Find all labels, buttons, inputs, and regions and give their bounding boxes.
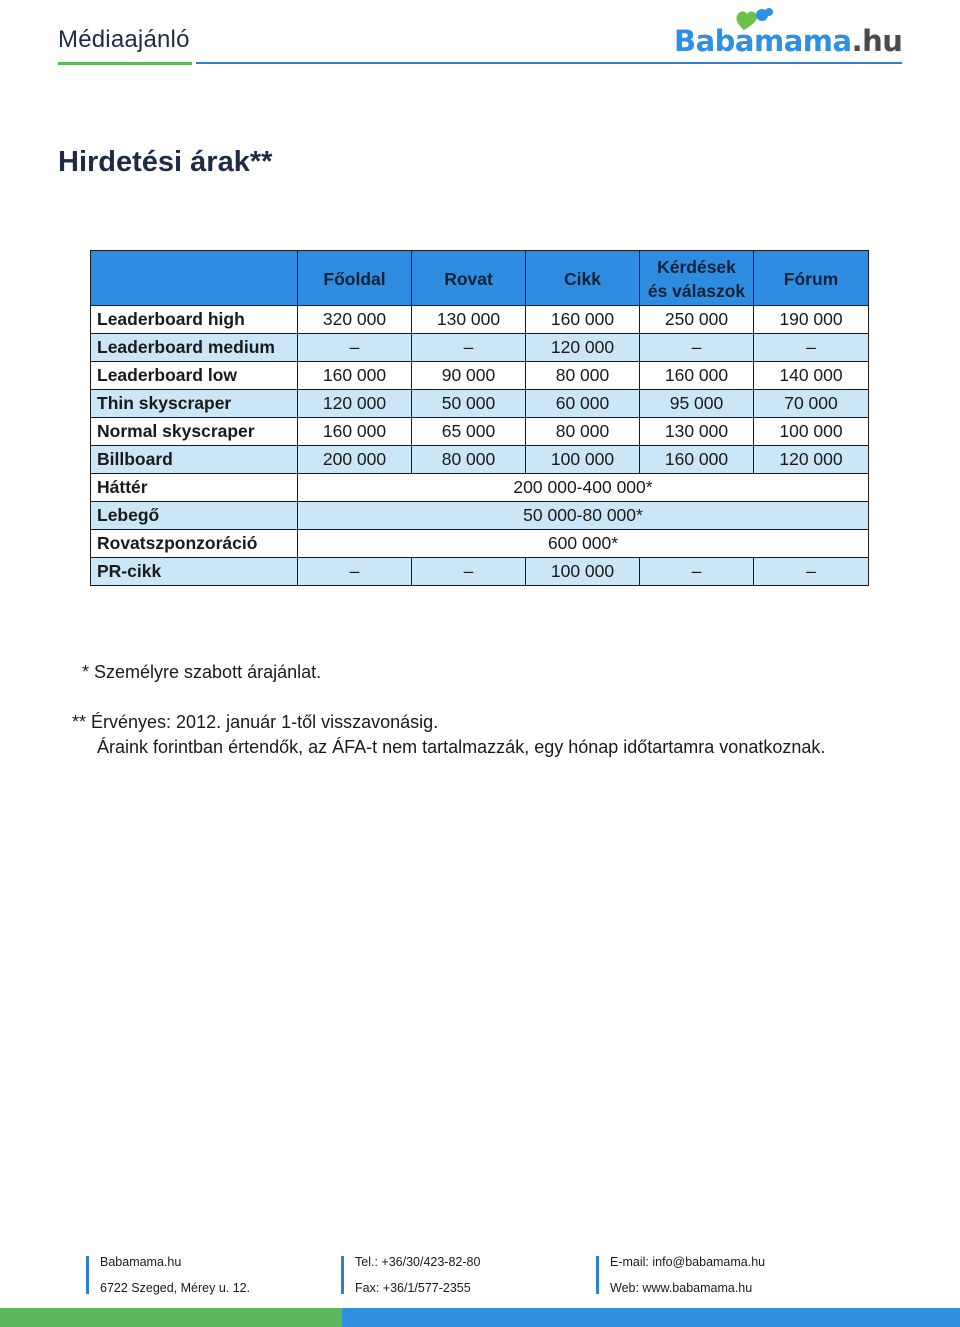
footer-divider xyxy=(341,1256,344,1294)
row-label: Háttér xyxy=(91,474,298,502)
table-cell: – xyxy=(640,558,754,586)
header-kerdesek xyxy=(640,251,754,306)
table-cell: – xyxy=(298,558,412,586)
row-label: Thin skyscraper xyxy=(91,390,298,418)
table-cell: 190 000 xyxy=(754,306,869,334)
table-cell: – xyxy=(754,558,869,586)
table-row xyxy=(91,530,869,558)
footer-street: 6722 Szeged, Mérey u. 12. xyxy=(100,1281,251,1295)
table-row xyxy=(91,334,869,362)
table-cell: – xyxy=(412,558,526,586)
table-cell: 100 000 xyxy=(526,558,640,586)
table-cell: – xyxy=(640,334,754,362)
table-cell: 95 000 xyxy=(640,390,754,418)
table-cell: 120 000 xyxy=(754,446,869,474)
table-cell: 100 000 xyxy=(754,418,869,446)
table-cell: 160 000 xyxy=(298,418,412,446)
table-cell: 130 000 xyxy=(640,418,754,446)
header-divider-blue xyxy=(196,62,902,64)
table-cell: 160 000 xyxy=(640,362,754,390)
table-row xyxy=(91,306,869,334)
footer-contact xyxy=(596,1253,856,1293)
table-cell: 80 000 xyxy=(526,418,640,446)
table-cell: 160 000 xyxy=(640,446,754,474)
table-row xyxy=(91,558,869,586)
table-cell: – xyxy=(412,334,526,362)
table-cell: 250 000 xyxy=(640,306,754,334)
table-row xyxy=(91,446,869,474)
footer-address xyxy=(86,1253,326,1293)
row-label: Lebegő xyxy=(91,502,298,530)
logo-wordmark-tld: .hu xyxy=(851,24,903,58)
header-kerdesek-line2: és válaszok xyxy=(647,281,746,301)
row-label: Leaderboard high xyxy=(91,306,298,334)
babamama-logo xyxy=(672,4,904,60)
table-row xyxy=(91,474,869,502)
footer-divider xyxy=(596,1256,599,1294)
table-cell: 90 000 xyxy=(412,362,526,390)
footer-tel: Tel.: +36/30/423-82-80 xyxy=(355,1255,481,1269)
row-label: Rovatszponzoráció xyxy=(91,530,298,558)
table-header-row xyxy=(91,251,869,306)
page-heading: Hirdetési árak** xyxy=(58,146,273,178)
footer-fax: Fax: +36/1/577-2355 xyxy=(355,1281,471,1295)
footnote-validity: ** Érvényes: 2012. január 1-től visszavonásig. xyxy=(72,712,439,732)
price-table xyxy=(90,250,869,586)
table-row xyxy=(91,502,869,530)
row-label: Leaderboard low xyxy=(91,362,298,390)
row-label: Leaderboard medium xyxy=(91,334,298,362)
header-forum: Fórum xyxy=(754,251,869,306)
table-cell: 140 000 xyxy=(754,362,869,390)
table-cell: – xyxy=(298,334,412,362)
footer-divider xyxy=(86,1256,89,1294)
row-label: Billboard xyxy=(91,446,298,474)
header-foldal: Főoldal xyxy=(298,251,412,306)
table-cell: 130 000 xyxy=(412,306,526,334)
row-label: PR-cikk xyxy=(91,558,298,586)
footer-web: Web: www.babamama.hu xyxy=(610,1281,753,1295)
table-cell: 160 000 xyxy=(298,362,412,390)
table-cell: 60 000 xyxy=(526,390,640,418)
header-rovat: Rovat xyxy=(412,251,526,306)
table-cell: 320 000 xyxy=(298,306,412,334)
footer-phone xyxy=(341,1253,581,1293)
logo-wordmark-main: Babamama xyxy=(674,24,852,58)
table-cell: – xyxy=(754,334,869,362)
header-cikk: Cikk xyxy=(526,251,640,306)
table-cell: 70 000 xyxy=(754,390,869,418)
table-span-cell: 50 000-80 000* xyxy=(298,502,869,530)
table-span-cell: 200 000-400 000* xyxy=(298,474,869,502)
header-kerdesek-line1: Kérdések xyxy=(657,257,736,277)
bottom-bar-green xyxy=(0,1308,342,1327)
table-cell: 80 000 xyxy=(412,446,526,474)
table-cell: 120 000 xyxy=(526,334,640,362)
row-label: Normal skyscraper xyxy=(91,418,298,446)
document-title: Médiaajánló xyxy=(58,26,190,53)
bottom-bar-blue xyxy=(342,1308,960,1327)
table-cell: 200 000 xyxy=(298,446,412,474)
logo-wordmark xyxy=(674,24,902,58)
table-span-cell: 600 000* xyxy=(298,530,869,558)
header-divider-green xyxy=(58,62,192,65)
header-cell-empty xyxy=(91,251,298,306)
table-cell: 100 000 xyxy=(526,446,640,474)
table-row xyxy=(91,362,869,390)
table-cell: 65 000 xyxy=(412,418,526,446)
footnote-price-terms: Áraink forintban értendők, az ÁFA-t nem tartalmazzák, egy hónap időtartamra vonatkoznak. xyxy=(97,737,826,757)
table-cell: 160 000 xyxy=(526,306,640,334)
table-row xyxy=(91,418,869,446)
table-cell: 120 000 xyxy=(298,390,412,418)
footer-company: Babamama.hu xyxy=(100,1255,182,1269)
footer-email: E-mail: info@babamama.hu xyxy=(610,1255,766,1269)
table-cell: 80 000 xyxy=(526,362,640,390)
footnote-custom-offer: * Személyre szabott árajánlat. xyxy=(82,662,322,682)
table-cell: 50 000 xyxy=(412,390,526,418)
table-row xyxy=(91,390,869,418)
